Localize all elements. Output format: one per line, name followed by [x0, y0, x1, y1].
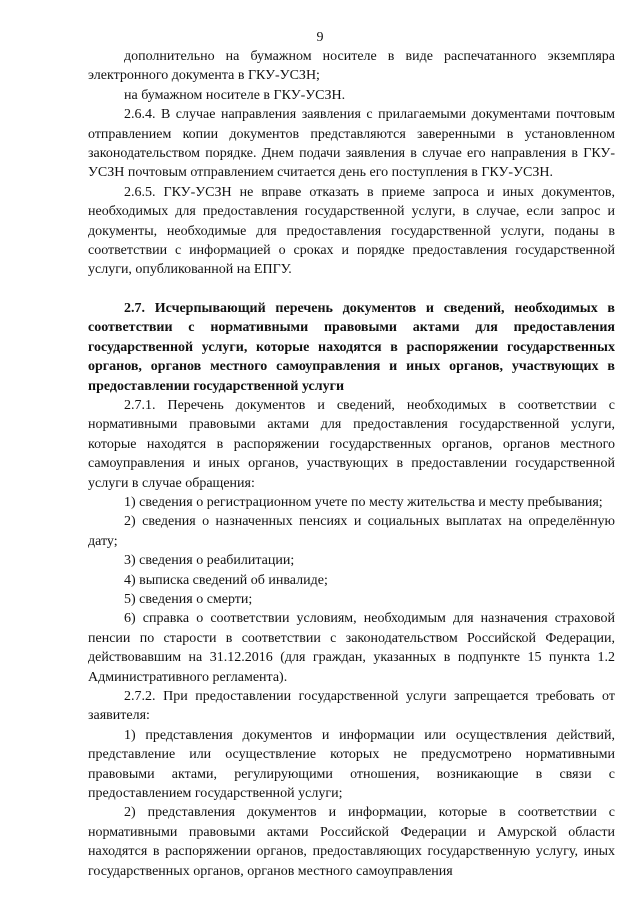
paragraph-2-6-5: 2.6.5. ГКУ-УСЗН не вправе отказать в приеме запроса и иных документов, необходимых для предоставления государственной услуги, в случае, если запрос и документы, необходимые для предоставления государственной услуги, поданы в соответствии с информацией о сроках и порядке предоставления государственной услуги, опубликованной на ЕПГУ. [88, 184, 615, 278]
paragraph-2-6-4: 2.6.4. В случае направления заявления с прилагаемыми документами почтовым отправлением копии документов представляются заверенными в установленном законодательством порядке. Днем подачи заявления в случае его направления в ГКУ-УСЗН почтовым отправлением считается день его поступления в ГКУ-УСЗН. [88, 107, 615, 181]
paragraph-2-7-1: 2.7.1. Перечень документов и сведений, необходимых в соответствии с нормативными правовыми актами для предоставления государственной услуги, которые находятся в распоряжении государственных органов, органов местного самоуправления и иных органов, участвующих в предоставлении государственной услуги в случае обращения: [88, 397, 615, 491]
list-item-3-rehabilitation: 3) сведения о реабилитации; [124, 553, 295, 569]
list-item-4-disability: 4) выписка сведений об инвалиде; [124, 572, 328, 588]
paragraph-2-6-3-electronic-copy: дополнительно на бумажном носителе в виде распечатанного экземпляра электронного документа в ГКУ-УСЗН; [88, 49, 615, 84]
page-number: 9 [316, 30, 324, 45]
paragraph-2-7-2: 2.7.2. При предоставлении государственной услуги запрещается требовать от заявителя: [88, 689, 615, 724]
document-body [88, 47, 615, 881]
paragraph-2-6-3-paper: на бумажном носителе в ГКУ-УСЗН. [124, 87, 346, 103]
list-item-6-pension-certificate: 6) справка о соответствии условиям, необходимым для назначения страховой пенсии по старости в соответствии с законодательством Российской Федерации, действовавшим на 31.12.2016 (для граждан, указанных в подпункте 15 пункта 1.2 Административного регламента). [88, 611, 615, 685]
prohibition-item-2: 2) представления документов и информации, которые в соответствии с нормативными правовыми актами Российской Федерации и Амурской области находятся в распоряжении органов, предоставляющих государственную услугу, иных государственных органов, органов местного самоуправления [88, 805, 615, 879]
section-heading-2-7: 2.7. Исчерпывающий перечень документов и сведений, необходимых в соответствии с нормативными правовыми актами для предоставления государственной услуги, которые находятся в распоряжении государственных органов, органов местного самоуправления и иных органов, участвующих в предоставлении государственной услуги [88, 300, 615, 394]
list-item-5-death: 5) сведения о смерти; [124, 591, 253, 607]
prohibition-item-1: 1) представления документов и информации или осуществления действий, представление или осуществление которых не предусмотрено нормативными правовыми актами, регулирующими отношения, возникающие в связи с предоставлением государственной услуги; [88, 727, 615, 802]
list-item-2-pensions: 2) сведения о назначенных пенсиях и социальных выплатах на определённую дату; [88, 514, 615, 549]
list-item-1-registration: 1) сведения о регистрационном учете по месту жительства и месту пребывания; [124, 494, 603, 510]
